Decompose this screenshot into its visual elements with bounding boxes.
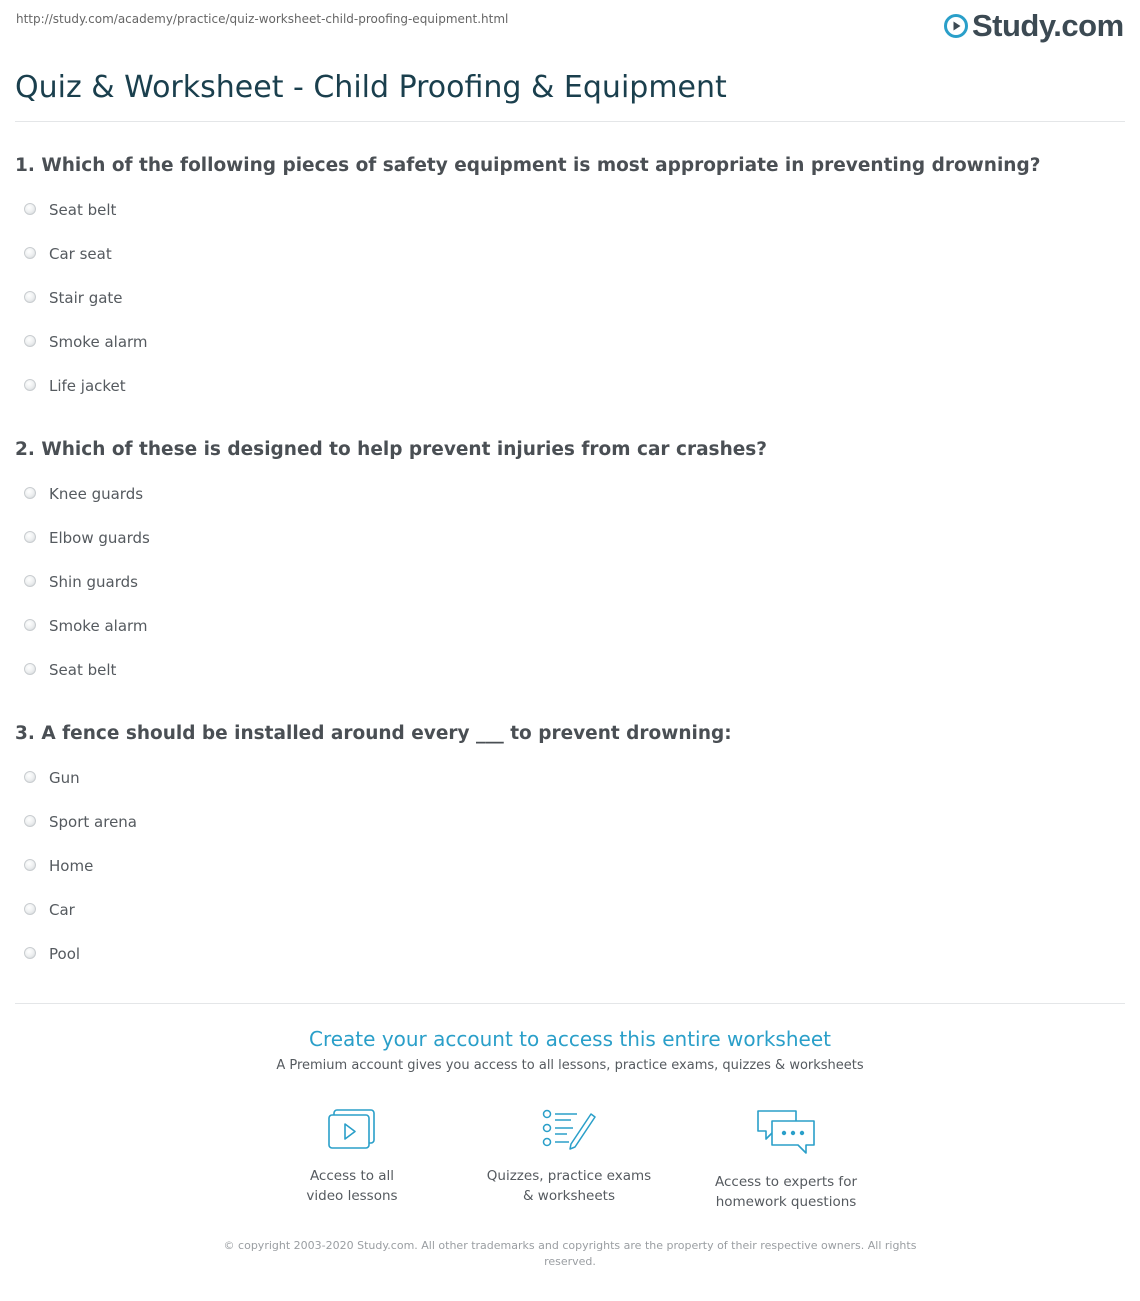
radio-button[interactable] [24,903,36,915]
radio-button[interactable] [24,203,36,215]
question-1: 1. Which of the following pieces of safety equipment is most appropriate in preventing drowning? [15,155,1041,176]
answer-option[interactable] [24,812,137,832]
radio-button[interactable] [24,487,36,499]
option-label: Smoke alarm [49,333,148,351]
radio-button[interactable] [24,531,36,543]
radio-button[interactable] [24,619,36,631]
radio-button[interactable] [24,663,36,675]
play-circle-icon [944,14,968,38]
feature-experts [686,1108,886,1212]
copyright-footer [210,1238,930,1270]
feature-label-line2: video lessons [306,1188,398,1204]
option-label: Seat belt [49,661,117,679]
option-label: Stair gate [49,289,123,307]
option-label: Knee guards [49,485,144,503]
answer-option[interactable] [24,768,80,788]
feature-label-line2: & worksheets [522,1188,615,1204]
option-label: Seat belt [49,201,117,219]
radio-button[interactable] [24,771,36,783]
premium-description: A Premium account gives you access to all lessons, practice exams, quizzes & worksheets [276,1058,864,1073]
radio-button[interactable] [24,291,36,303]
feature-label-line2: homework questions [715,1194,857,1210]
option-label: Car seat [49,245,112,263]
radio-button[interactable] [24,947,36,959]
study-logo[interactable] [944,8,1124,44]
radio-button[interactable] [24,247,36,259]
option-label: Shin guards [49,573,138,591]
answer-option[interactable] [24,900,75,920]
answer-option[interactable] [24,660,116,680]
option-label: Pool [49,945,81,963]
question-3: 3. A fence should be installed around every ___ to prevent drowning: [15,723,732,744]
answer-option[interactable] [24,244,112,264]
title-divider [15,121,1125,122]
option-label: Sport arena [49,813,137,831]
page-url: http://study.com/academy/practice/quiz-worksheet-child-proofing-equipment.html [16,12,509,26]
radio-button[interactable] [24,859,36,871]
answer-option[interactable] [24,200,116,220]
create-account-link[interactable]: Create your account to access this entire worksheet [309,1027,831,1051]
option-label: Home [49,857,94,875]
page-title: Quiz & Worksheet - Child Proofing & Equipment [15,70,727,105]
option-label: Car [49,901,75,919]
feature-label-line1: Quizzes, practice exams [486,1168,652,1184]
quiz-checklist-icon [541,1108,597,1152]
option-label: Smoke alarm [49,617,148,635]
answer-option[interactable] [24,856,93,876]
answer-option[interactable] [24,376,126,396]
answer-option[interactable] [24,572,138,592]
answer-option[interactable] [24,616,148,636]
radio-button[interactable] [24,815,36,827]
feature-video-lessons [252,1108,452,1206]
chat-bubbles-icon [754,1108,818,1158]
feature-quizzes [469,1108,669,1206]
radio-button[interactable] [24,379,36,391]
logo-wordmark: Study.com [972,8,1124,43]
option-label: Gun [49,769,80,787]
answer-option[interactable] [24,332,148,352]
section-divider [15,1003,1125,1004]
answer-option[interactable] [24,288,123,308]
answer-option[interactable] [24,528,150,548]
copyright-line2: reserved. [544,1255,596,1268]
answer-option[interactable] [24,944,80,964]
option-label: Life jacket [49,377,126,395]
radio-button[interactable] [24,575,36,587]
video-lesson-icon [326,1108,378,1152]
feature-label-line1: Access to experts for [714,1174,857,1190]
answer-option[interactable] [24,484,143,504]
feature-label-line1: Access to all [309,1168,395,1184]
copyright-line1: © copyright 2003-2020 Study.com. All other trademarks and copyrights are the property of their respective owners. All rights [223,1239,917,1252]
question-2: 2. Which of these is designed to help prevent injuries from car crashes? [15,439,768,460]
option-label: Elbow guards [49,529,150,547]
radio-button[interactable] [24,335,36,347]
